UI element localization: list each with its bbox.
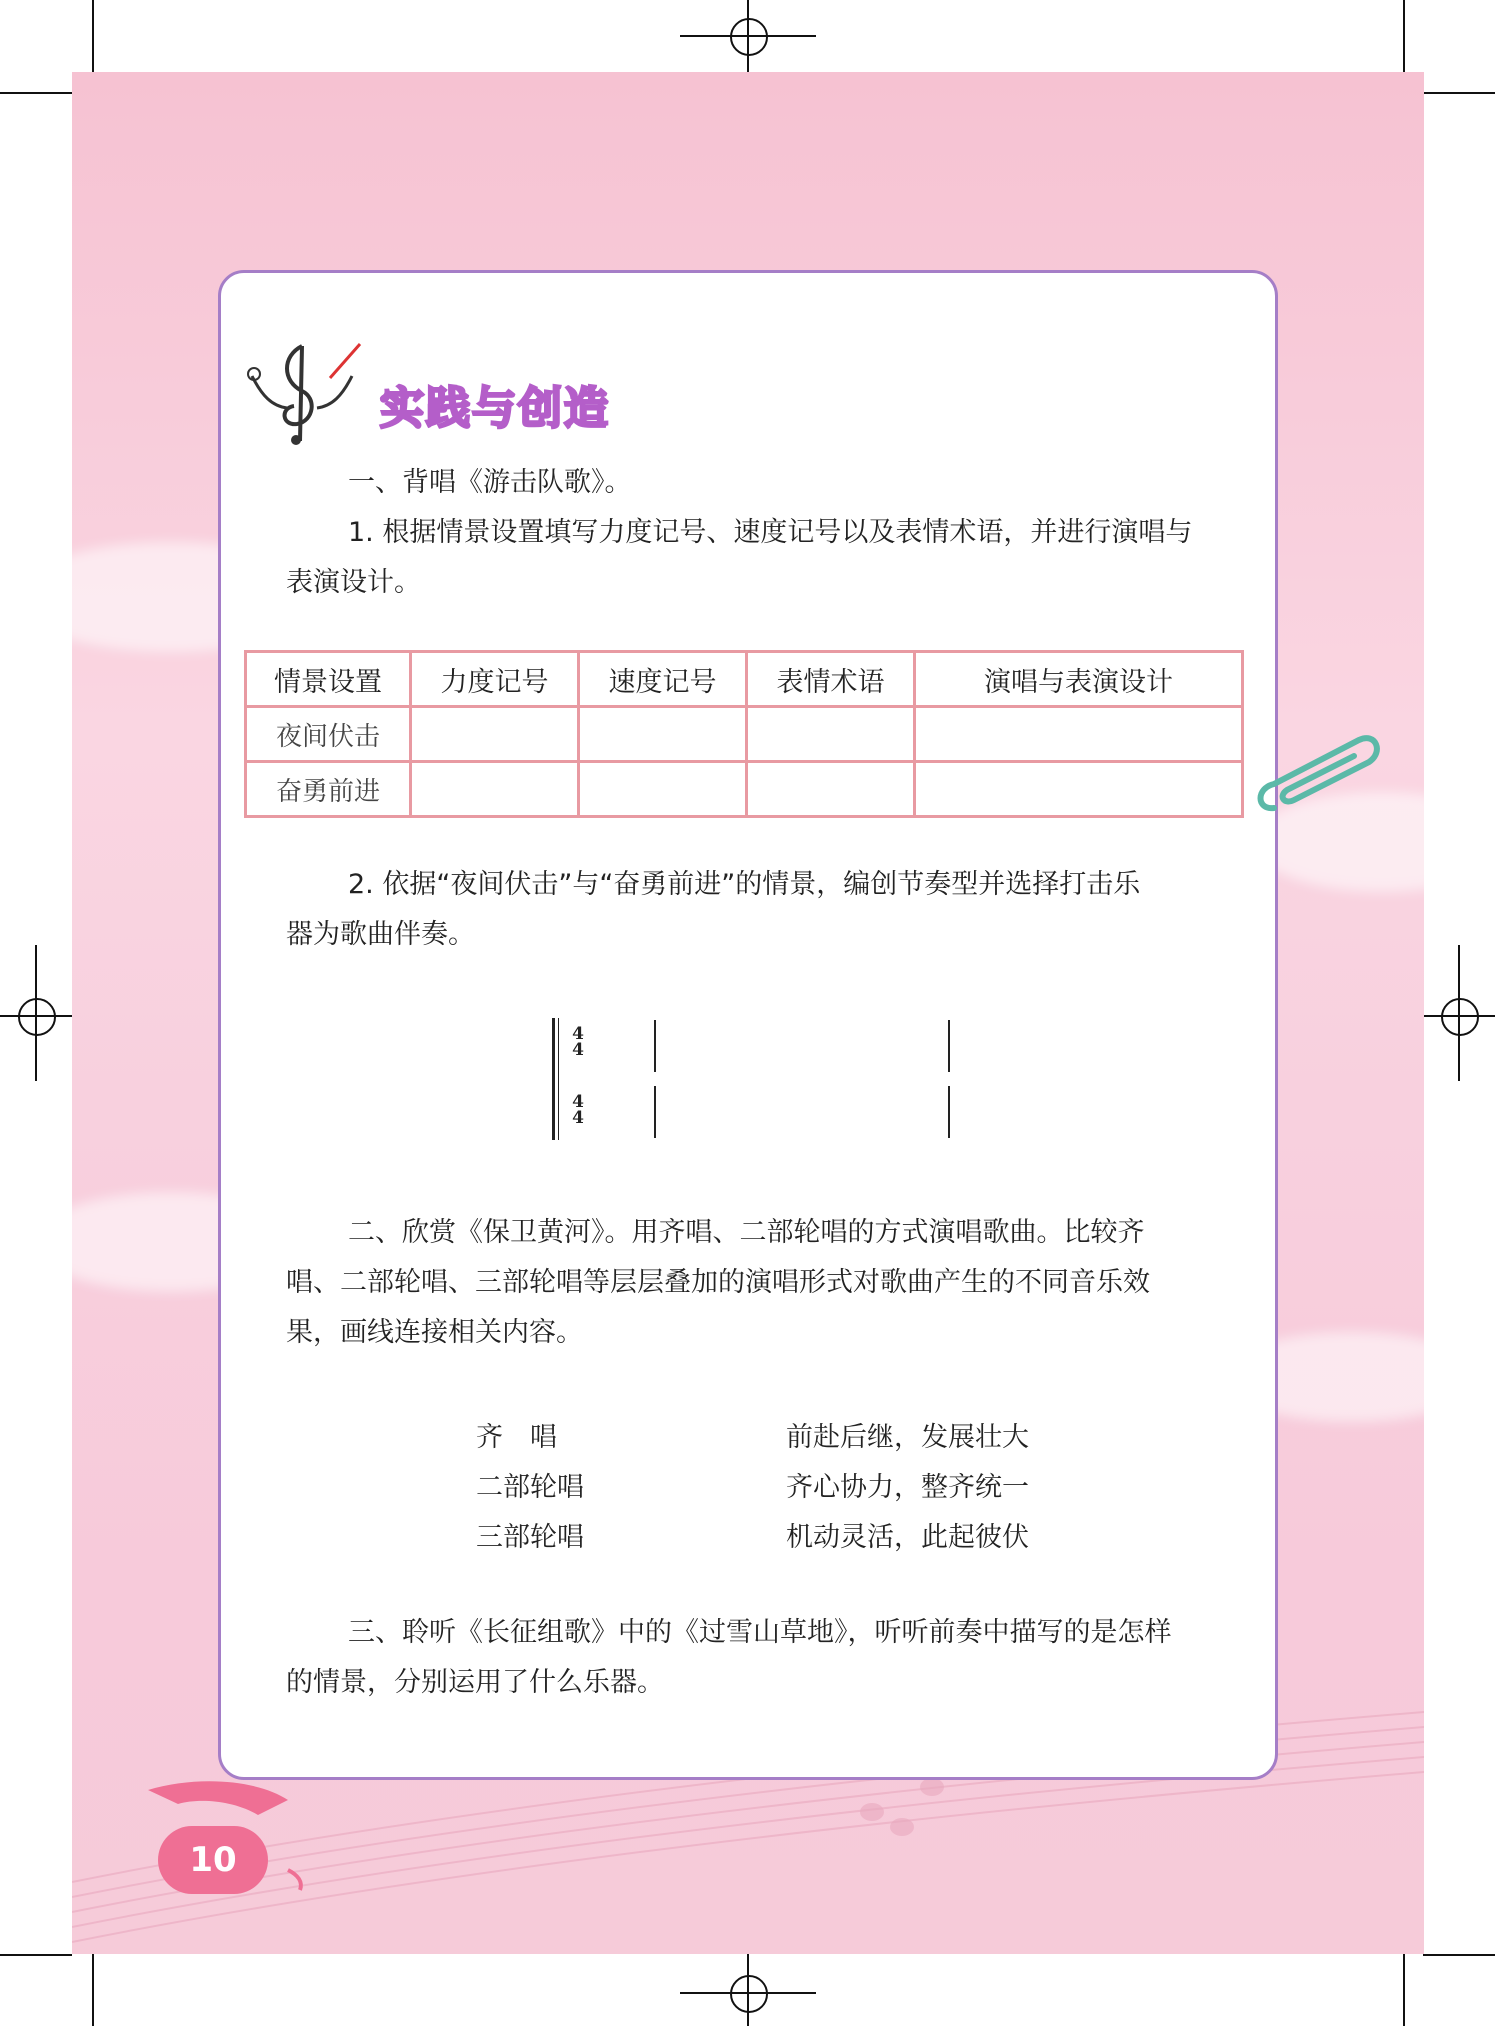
table-blank-cell[interactable] [915,762,1243,817]
time-signature-top: 4 [572,1092,584,1112]
staff-brace [552,1018,555,1140]
matching-left-item[interactable]: 二部轮唱 [476,1472,584,1503]
table-blank-cell[interactable] [411,707,579,762]
bar-line [654,1020,656,1072]
matching-right-item[interactable]: 前赴后继，发展壮大 [786,1422,1029,1453]
table-blank-cell[interactable] [411,762,579,817]
table-header-row [246,652,1243,707]
matching-left-item[interactable]: 三部轮唱 [476,1522,584,1553]
table-blank-cell[interactable] [579,707,747,762]
table-header: 表情术语 [747,652,915,707]
bar-line [948,1086,950,1138]
table-blank-cell[interactable] [747,762,915,817]
table-header: 演唱与表演设计 [915,652,1243,707]
table-blank-cell[interactable] [579,762,747,817]
crop-mark [92,0,94,72]
section-title: 实践与创造 [380,383,610,434]
bar-line [654,1086,656,1138]
q2-line1: 二、欣赏《保卫黄河》。用齐唱、二部轮唱的方式演唱歌曲。比较齐 [348,1217,1145,1248]
time-signature [568,1026,588,1058]
q3-line1: 三、聆听《长征组歌》中的《过雪山草地》，听听前奏中描写的是怎样 [348,1617,1172,1648]
crop-mark [1403,1954,1405,2026]
table-row [246,707,1243,762]
staff-brace [558,1018,559,1140]
crop-mark [1423,1954,1495,1956]
table-blank-cell[interactable] [747,707,915,762]
matching-right-item[interactable]: 机动灵活，此起彼伏 [786,1522,1029,1553]
registration-mark [18,998,56,1036]
time-signature [568,1094,588,1126]
table-header: 力度记号 [411,652,579,707]
crop-mark [1458,945,1460,1081]
crop-mark [1423,92,1495,94]
q1-sub1-line2: 表演设计。 [286,567,421,598]
table-header: 情景设置 [246,652,411,707]
table-header: 速度记号 [579,652,747,707]
q3-line2: 的情景，分别运用了什么乐器。 [286,1667,664,1698]
paperclip-icon [1254,730,1384,820]
q1-heading: 一、背唱《游击队歌》。 [348,467,632,498]
matching-right-item[interactable]: 齐心协力，整齐统一 [786,1472,1029,1503]
crop-mark [0,1954,72,1956]
scenario-table [244,650,1244,818]
time-signature-top: 4 [572,1024,584,1044]
time-signature-bottom: 4 [572,1108,584,1128]
table-cell: 夜间伏击 [246,707,411,762]
q2-line3: 果，画线连接相关内容。 [286,1317,583,1348]
crop-mark [1403,0,1405,72]
time-signature-bottom: 4 [572,1040,584,1060]
treble-clef-conductor-icon [242,336,362,446]
bar-line [948,1020,950,1072]
q2-line2: 唱、二部轮唱、三部轮唱等层层叠加的演唱形式对歌曲产生的不同音乐效 [286,1267,1150,1298]
crop-mark [747,0,749,72]
table-row [246,762,1243,817]
crop-mark [0,92,72,94]
q1-sub1-line1: 1. 根据情景设置填写力度记号、速度记号以及表情术语，并进行演唱与 [348,517,1193,548]
table-cell: 奋勇前进 [246,762,411,817]
table-blank-cell[interactable] [915,707,1243,762]
crop-mark [35,945,37,1081]
crop-mark [92,1954,94,2026]
matching-left-item[interactable]: 齐 唱 [476,1422,557,1453]
registration-mark [1441,998,1479,1036]
registration-mark [730,18,768,56]
registration-mark [730,1975,768,2013]
page-number: 10 [158,1826,268,1894]
q1-sub2-line2: 器为歌曲伴奏。 [286,919,475,950]
crop-mark [747,1954,749,2026]
q1-sub2-line1: 2. 依据“夜间伏击”与“奋勇前进”的情景，编创节奏型并选择打击乐 [348,869,1141,900]
